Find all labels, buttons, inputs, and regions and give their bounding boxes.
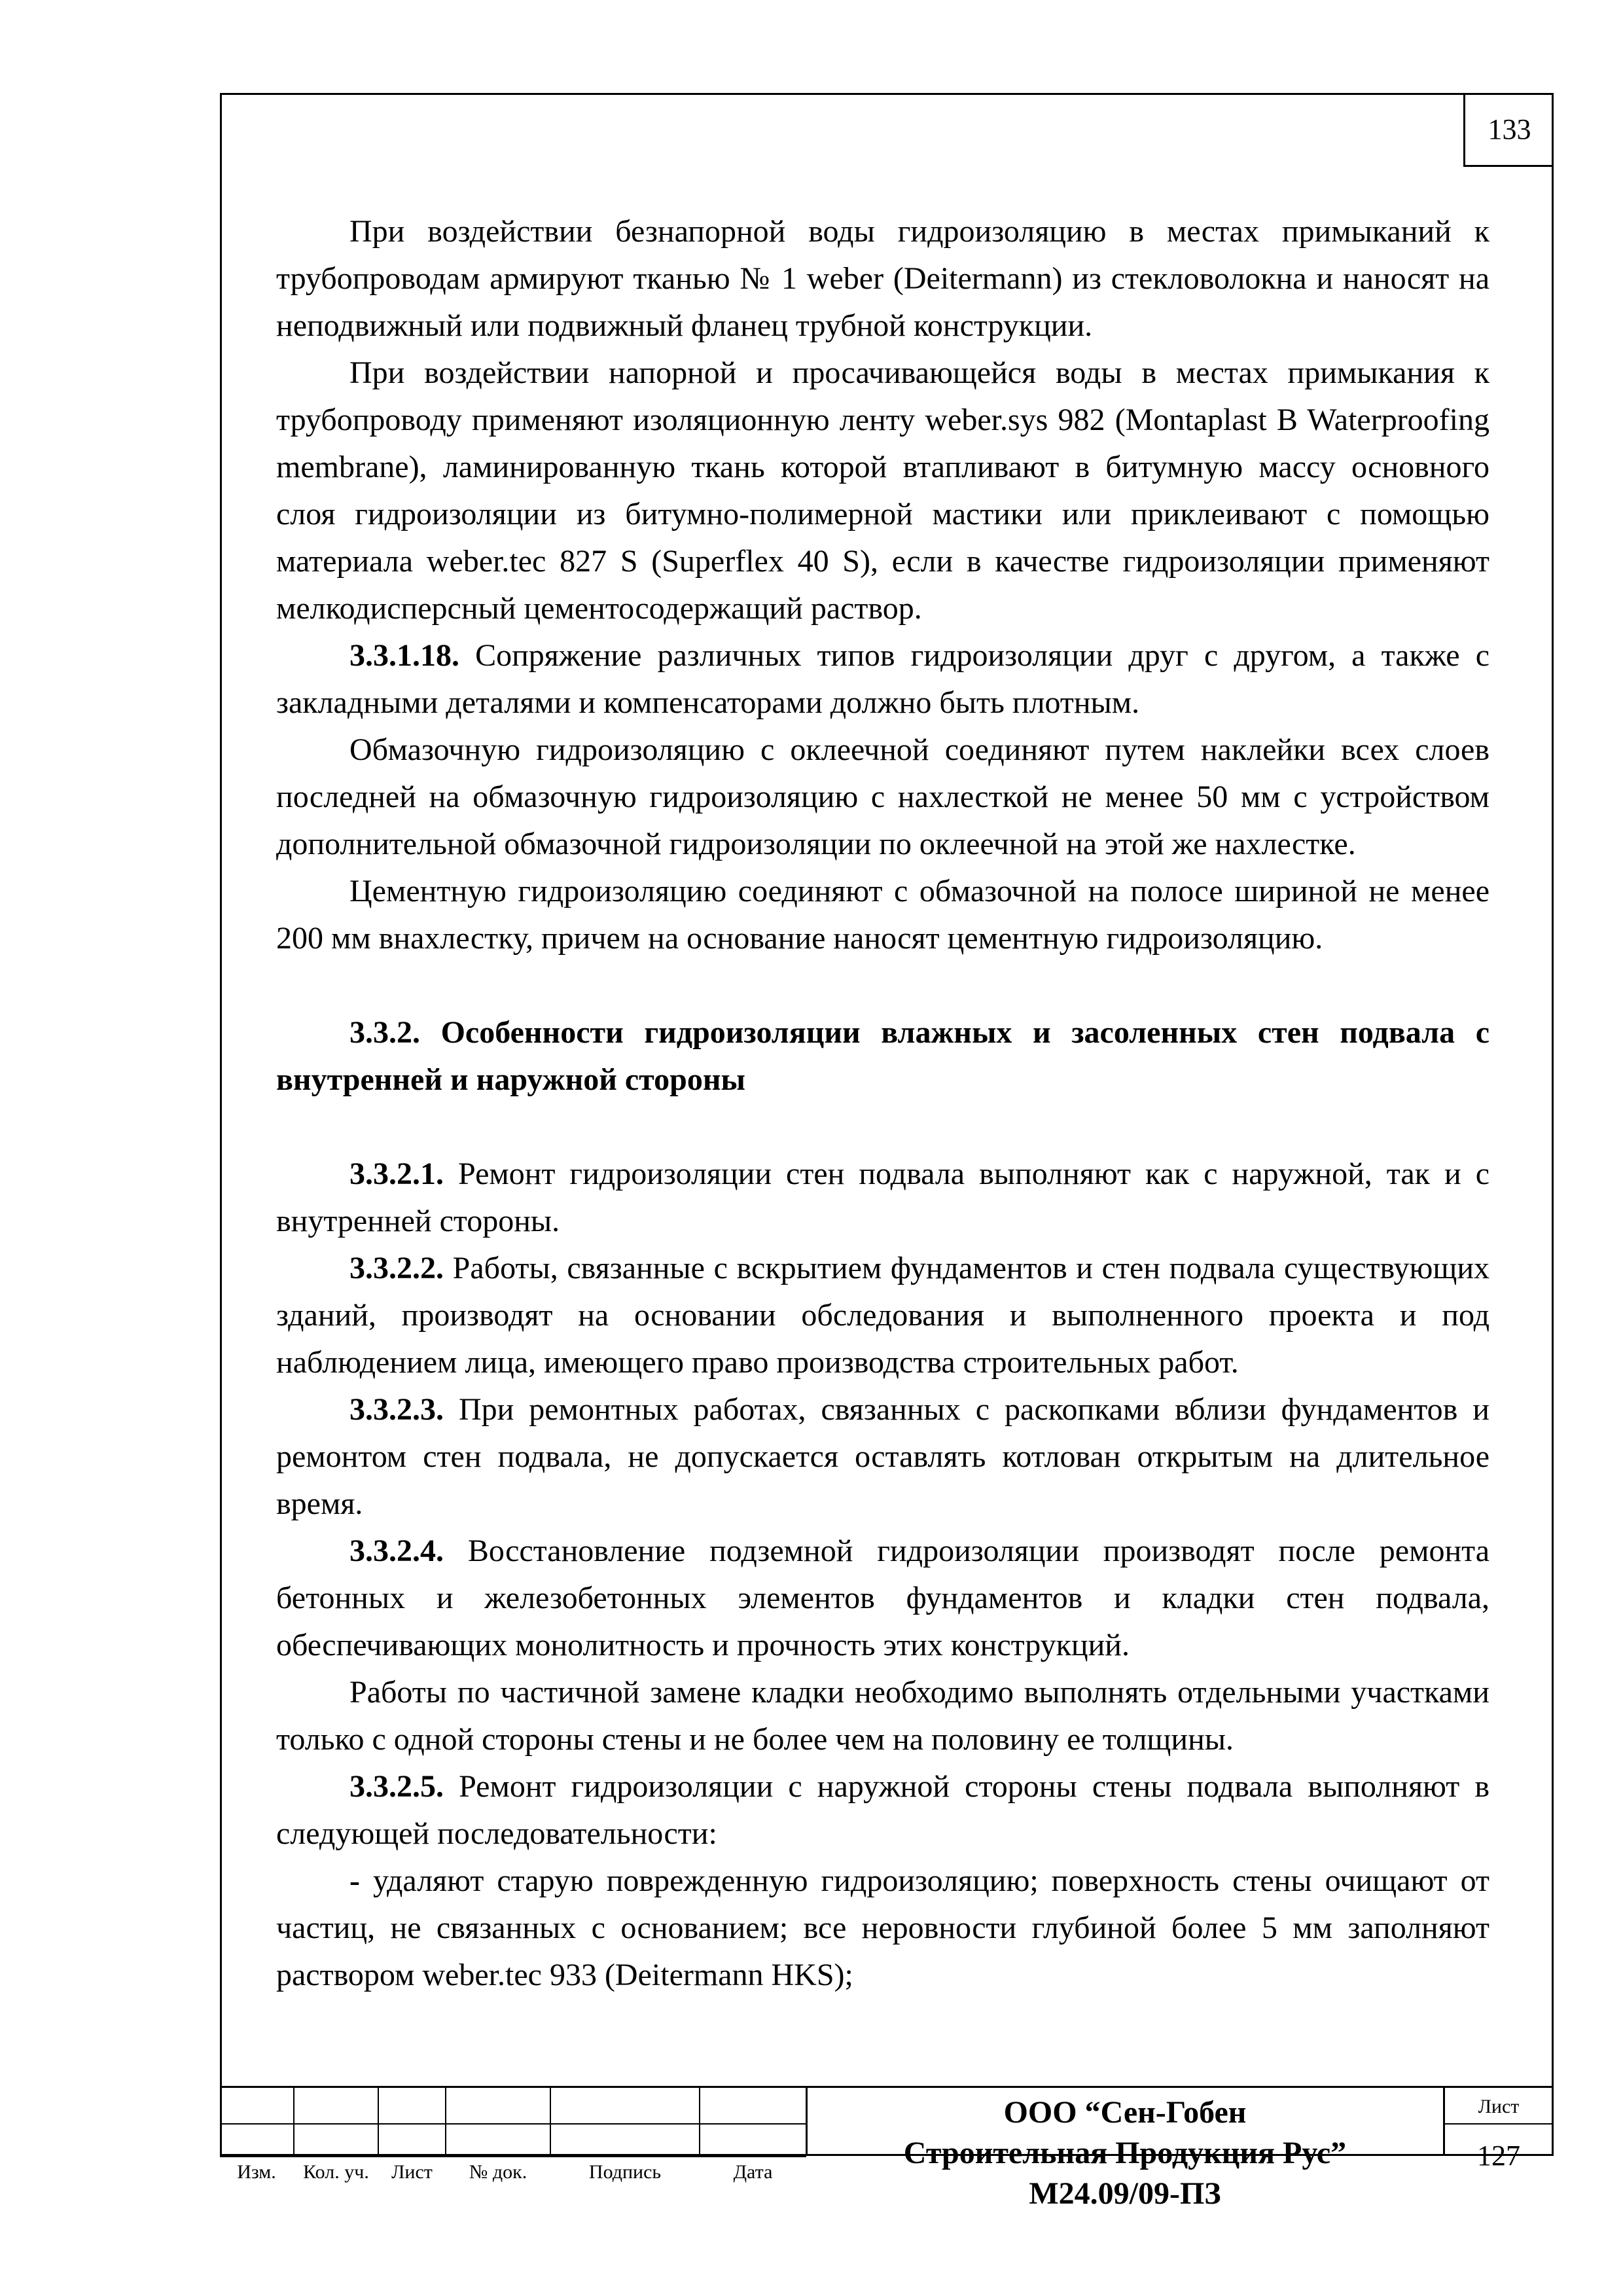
paragraph-text: удаляют старую поврежденную гидроизоляцию; поверхность стены очищают от частиц, не связанных с основанием; все неровности глубиной более 5 мм заполняют раствором weber.tec 933 (Deitermann HKS); [276, 1863, 1489, 1992]
paragraph [276, 1528, 1489, 1669]
paragraph [276, 208, 1489, 350]
col-doc-no: № док. [469, 2161, 527, 2183]
paragraph [276, 868, 1489, 962]
paragraph-text: Ремонт гидроизоляции стен подвала выполняют как с наружной, так и с внутренней стороны. [276, 1157, 1489, 1238]
col-list: Лист [391, 2161, 433, 2183]
sheet-label: Лист [1478, 2096, 1520, 2117]
organization-line-1: ООО “Сен-Гобен [1003, 2095, 1247, 2130]
page-number: 133 [1463, 93, 1554, 167]
clause-number: 3.3.2.1. [349, 1157, 444, 1191]
clause-number: 3.3.2.2. [349, 1251, 444, 1285]
paragraph [276, 632, 1489, 726]
clause-number: 3.3.2.5. [349, 1769, 444, 1804]
clause-number: 3.3.2.3. [349, 1392, 444, 1427]
col-date: Дата [733, 2161, 773, 2183]
paragraph-text: Восстановление подземной гидроизоляции производят после ремонта бетонных и железобетонных элементов фундаментов и кладки стен подвала, обеспечивающих монолитность и прочность этих конструкций. [276, 1534, 1489, 1662]
clause-number: 3.3.1.18. [349, 638, 459, 673]
col-izm: Изм. [237, 2161, 276, 2183]
organization-line-2: Строительная Продукция Рус” [903, 2136, 1347, 2170]
document-body [276, 208, 1489, 1999]
paragraph-text: При ремонтных работах, связанных с раскопками вблизи фундаментов и ремонтом стен подвала, не допускается оставлять котлован открытым на длительное время. [276, 1392, 1489, 1521]
paragraph-text: Работы по частичной замене кладки необходимо выполнять отдельными участками только с одной стороны стены и не более чем на половину ее толщины. [276, 1675, 1489, 1757]
heading-text: 3.3.2. Особенности гидроизоляции влажных и засоленных стен подвала с внутренней и наружной стороны [276, 1015, 1489, 1097]
paragraph [276, 1386, 1489, 1528]
paragraph [276, 1857, 1489, 1999]
paragraph-text: Обмазочную гидроизоляцию с оклеечной соединяют путем наклейки всех слоев последней на обмазочную гидроизоляцию с нахлесткой не менее 50 мм с устройством дополнительной обмазочной гидроизоляции по оклеечной на этой же нахлестке. [276, 732, 1489, 861]
col-signature: Подпись [588, 2161, 662, 2183]
paragraph [276, 1763, 1489, 1857]
paragraph [276, 350, 1489, 632]
clause-number: 3.3.2.4. [349, 1534, 444, 1568]
sheet-number: 127 [1477, 2140, 1520, 2172]
paragraph-text: Ремонт гидроизоляции с наружной стороны стены подвала выполняют в следующей последовательности: [276, 1769, 1489, 1851]
paragraph [276, 726, 1489, 868]
paragraph [276, 1669, 1489, 1763]
paragraph [276, 1151, 1489, 1245]
col-kol-uch: Кол. уч. [303, 2161, 369, 2183]
paragraph-text: Цементную гидроизоляцию соединяют с обмазочной на полосе шириной не менее 200 мм внахлестку, причем на основание наносят цементную гидроизоляцию. [276, 874, 1489, 956]
paragraph [276, 1245, 1489, 1386]
paragraph-text: Работы, связанные с вскрытием фундаментов и стен подвала существующих зданий, производят на основании обследования и выполненного проекта и под наблюдением лица, имеющего право производства строительных работ. [276, 1251, 1489, 1380]
section-heading [276, 1009, 1489, 1103]
paragraph-text: Сопряжение различных типов гидроизоляции друг с другом, а также с закладными деталями и компенсаторами должно быть плотным. [276, 638, 1489, 720]
document-code: М24.09/09-ПЗ [1029, 2176, 1221, 2211]
paragraph-text: При воздействии напорной и просачивающейся воды в местах примыкания к трубопроводу применяют изоляционную ленту weber.sys 982 (Montaplast B Waterproofing membrane), ламинированную ткань которой втапливают в битумную массу основного слоя гидроизоляции из битумно-полимерной мастики или приклеивают с помощью материала weber.tec 827 S (Superflex 40 S), если в качестве гидроизоляции применяют мелкодисперсный цементосодержащий раствор. [276, 355, 1489, 626]
clause-number: - [349, 1863, 360, 1898]
organization-block [806, 2092, 1444, 2214]
paragraph-text: При воздействии безнапорной воды гидроизоляцию в местах примыканий к трубопроводам армируют тканью № 1 weber (Deitermann) из стекловолокна и наносят на неподвижный или подвижный фланец трубной конструкции. [276, 214, 1489, 343]
